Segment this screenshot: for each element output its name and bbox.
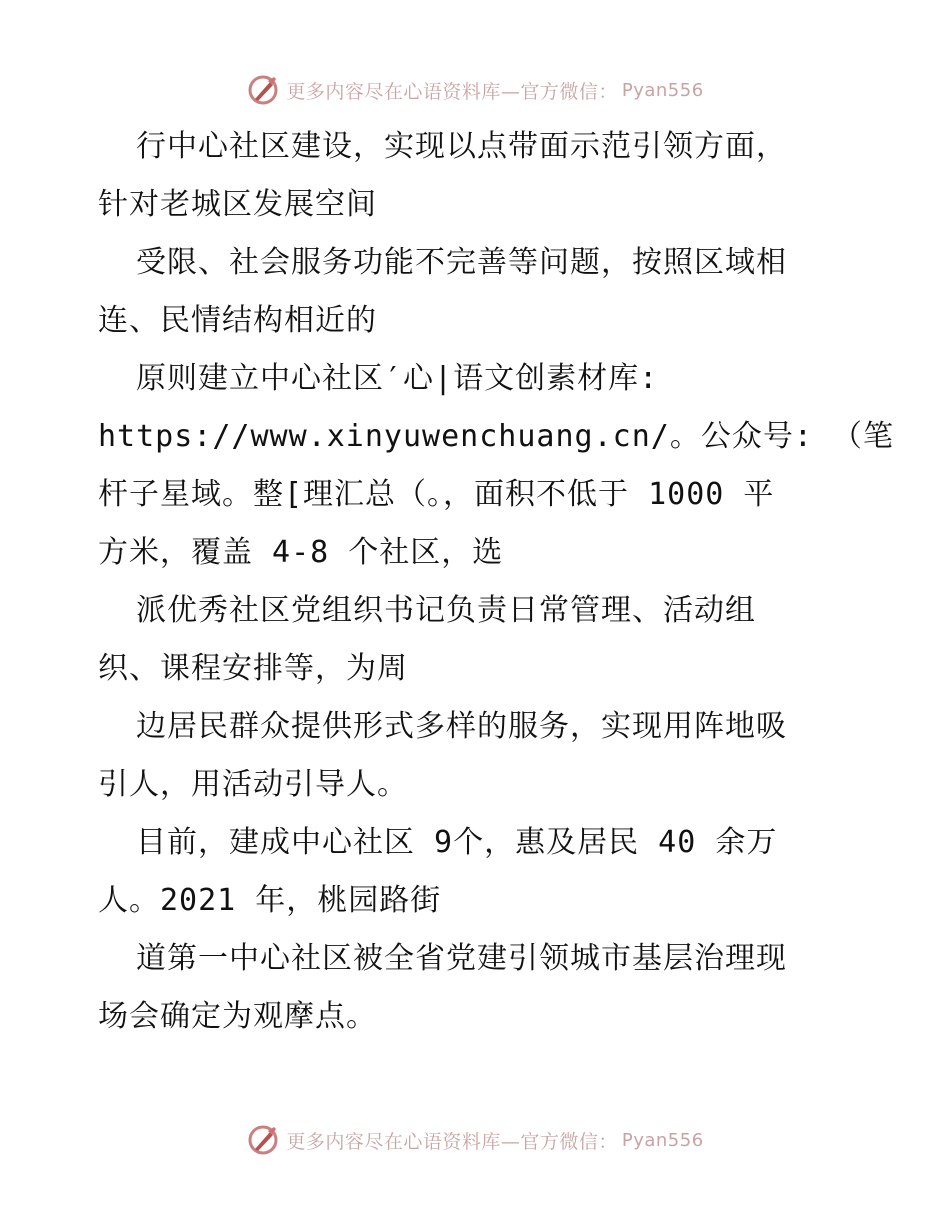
text-line: 原则建立中心社区′心|语文创素材库: — [136, 361, 659, 396]
watermark-text: 更多内容尽在心语资料库—官方微信： — [286, 80, 618, 103]
text-line: 杆子星域。整[理汇总（。，面积不低于 1000 平 — [98, 477, 775, 512]
header-watermark — [0, 70, 950, 110]
quill-seal-icon — [246, 73, 280, 107]
text-line: 方米，覆盖 4-8 个社区，选 — [98, 535, 504, 570]
watermark-wechat-id: Pyan556 — [621, 1129, 704, 1151]
text-line: 引人，用活动引导人。 — [98, 767, 408, 802]
text-line: 行中心社区建设，实现以点带面示范引领方面， — [136, 129, 787, 164]
text-line: https://www.xinyuwenchuang.cn/。公众号: （笔 — [98, 419, 894, 454]
text-line: 派优秀社区党组织书记负责日常管理、活动组 — [136, 593, 756, 628]
quill-seal-icon — [246, 1123, 280, 1157]
text-line: 针对老城区发展空间 — [98, 187, 377, 222]
document-body — [98, 118, 894, 1046]
text-line: 连、民情结构相近的 — [98, 303, 377, 338]
text-line: 织、课程安排等，为周 — [98, 651, 408, 686]
text-line: 目前，建成中心社区 9个，惠及居民 40 余万 — [136, 825, 778, 860]
footer-watermark — [0, 1120, 950, 1160]
watermark-text: 更多内容尽在心语资料库—官方微信： — [286, 1130, 618, 1153]
text-line: 边居民群众提供形式多样的服务，实现用阵地吸 — [136, 709, 787, 744]
text-line: 场会确定为观摩点。 — [98, 999, 377, 1034]
text-line: 受限、社会服务功能不完善等问题，按照区域相 — [136, 245, 787, 280]
text-line: 人。2021 年，桃园路街 — [98, 883, 442, 918]
text-line: 道第一中心社区被全省党建引领城市基层治理现 — [136, 941, 787, 976]
watermark-wechat-id: Pyan556 — [621, 79, 704, 101]
